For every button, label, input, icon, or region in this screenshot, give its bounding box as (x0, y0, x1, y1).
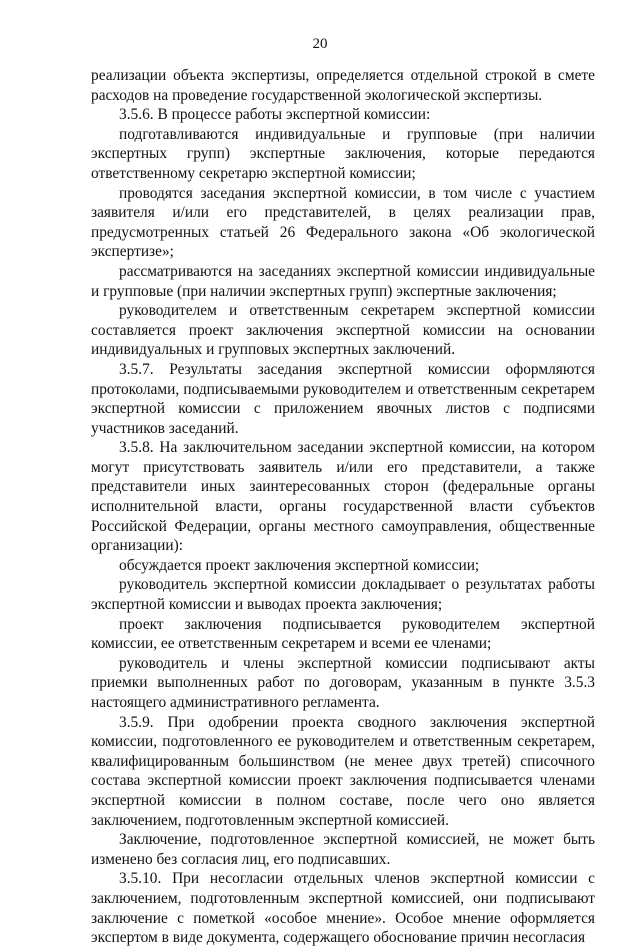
document-body (91, 66, 595, 948)
list-item-signing: проект заключения подписывается руководителем экспертной комиссии, ее ответственным секретарем и всеми ее членами; (91, 615, 595, 653)
list-item-commission-meetings: проводятся заседания экспертной комиссии, в том числе с участием заявителя и/или его представителей, в целях реализации прав, предусмотренных статьей 26 Федерального закона «Об экологической экспертизе»; (91, 184, 595, 261)
list-item-review-conclusions: рассматриваются на заседаниях экспертной комиссии индивидуальные и групповые (при наличии экспертных групп) экспертные заключения; (91, 262, 595, 300)
list-item-draft-conclusion: руководителем и ответственным секретарем экспертной комиссии составляется проект заключения экспертной комиссии на основании индивидуальных и групповых экспертных заключений. (91, 302, 595, 359)
paragraph-conclusion-unchangeable: Заключение, подготовленное экспертной комиссией, не может быть изменено без согласия лиц, его подписавших. (91, 831, 595, 868)
paragraph-3-5-10: 3.5.10. При несогласии отдельных членов экспертной комиссии с заключением, подготовленным экспертной комиссией, они подписывают заключение с пометкой «особое мнение». Особое мнение оформляется экспертом в виде документа, содержащего обоснование причин несогласия (91, 870, 595, 947)
paragraph-3-5-6: 3.5.6. В процессе работы экспертной комиссии: (119, 106, 431, 124)
paragraph-3-5-7: 3.5.7. Результаты заседания экспертной комиссии оформляются протоколами, подписываемыми руководителем и ответственным секретарем экспертной комиссии с приложением явочных листов с подписями участников заседаний. (91, 360, 595, 437)
list-item-individual-conclusions: подготавливаются индивидуальные и групповые (при наличии экспертных групп) экспертные заключения, которые передаются ответственному секретарю экспертной комиссии; (91, 125, 595, 182)
paragraph-3-5-8: 3.5.8. На заключительном заседании экспертной комиссии, на котором могут присутствовать заявитель и/или его представители, а также представители иных заинтересованных сторон (федеральные органы исполнительной власти, органы государственной власти субъектов Российской Федерации, органы местного самоуправления, общественные организации): (91, 439, 595, 555)
list-item-report: руководитель экспертной комиссии докладывает о результатах работы экспертной комиссии и выводах проекта заключения; (91, 576, 595, 614)
list-item-acceptance-acts: руководитель и члены экспертной комиссии подписывают акты приемки выполненных работ по договорам, указанным в пункте 3.5.3 настоящего административного регламента. (91, 654, 595, 711)
paragraph-continuation: реализации объекта экспертизы, определяется отдельной строкой в смете расходов на проведение государственной экологической экспертизы. (91, 67, 595, 104)
list-item-discussion: обсуждается проект заключения экспертной комиссии; (119, 556, 480, 574)
page-number: 20 (312, 36, 328, 52)
paragraph-3-5-9: 3.5.9. При одобрении проекта сводного заключения экспертной комиссии, подготовленного ее руководителем и ответственным секретарем, квалифицированным большинством (не менее двух третей) списочного состава экспертной комиссии проект заключения подписывается членами экспертной комиссии в полном составе, после чего оно является заключением, подготовленным экспертной комиссией. (91, 713, 595, 829)
